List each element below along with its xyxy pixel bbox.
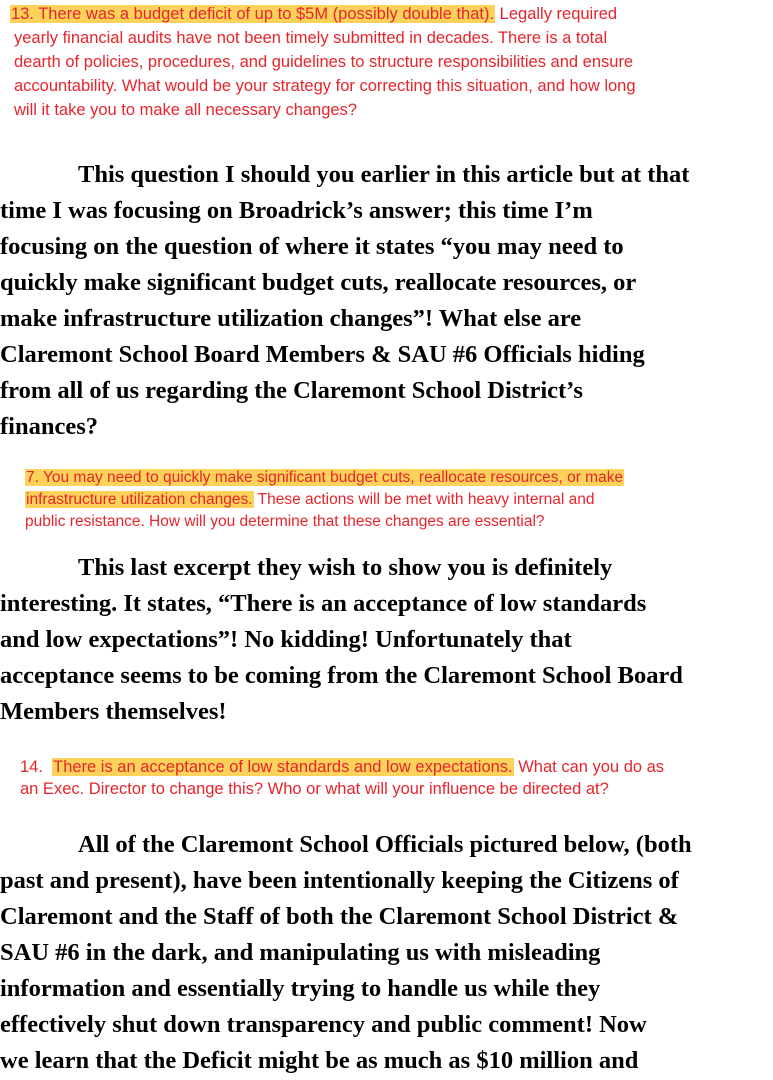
paragraph-line: from all of us regarding the Claremont School District’s xyxy=(0,377,583,404)
excerpt-text: Legally required xyxy=(495,5,618,23)
excerpt-text: public resistance. How will you determine that these changes are essential? xyxy=(25,513,545,530)
excerpt-line xyxy=(20,778,609,800)
excerpt-text: will it take you to make all necessary changes? xyxy=(14,101,358,119)
paragraph-line: and low expectations”! No kidding! Unfortunately that xyxy=(0,626,572,653)
excerpt-line xyxy=(14,51,633,73)
excerpt-text: accountability. What would be your strategy for correcting this situation, and how long xyxy=(14,77,636,95)
excerpt-highlight: 7. You may need to quickly make significant budget cuts, reallocate resources, or make xyxy=(26,469,624,486)
excerpt-highlight: infrastructure utilization changes. xyxy=(26,491,253,508)
paragraph-line: SAU #6 in the dark, and manipulating us with misleading xyxy=(0,939,601,966)
excerpt-text: yearly financial audits have not been timely submitted in decades. There is a total xyxy=(14,29,608,47)
paragraph-line: acceptance seems to be coming from the Claremont School Board xyxy=(0,662,683,689)
excerpt-text: dearth of policies, procedures, and guidelines to structure responsibilities and ensure xyxy=(14,53,634,71)
excerpt-text: These actions will be met with heavy internal and xyxy=(253,491,595,508)
excerpt-highlight: 13. There was a budget deficit of up to $5M (possibly double that). xyxy=(11,5,495,23)
paragraph-line: Claremont School Board Members & SAU #6 Officials hiding xyxy=(0,341,645,368)
excerpt-line xyxy=(25,467,624,489)
excerpt-line xyxy=(20,756,664,778)
excerpt-line xyxy=(10,3,617,25)
paragraph-line: focusing on the question of where it states “you may need to xyxy=(0,233,624,260)
excerpt-line xyxy=(14,99,357,121)
paragraph-line: All of the Claremont School Officials pictured below, (both xyxy=(78,831,692,858)
excerpt-line xyxy=(14,27,607,49)
paragraph-line: time I was focusing on Broadrick’s answer; this time I’m xyxy=(0,197,593,224)
excerpt-line xyxy=(25,511,545,533)
excerpt-line xyxy=(25,489,595,511)
paragraph-line: finances? xyxy=(0,413,98,440)
paragraph-line: This last excerpt they wish to show you is definitely xyxy=(78,554,613,581)
paragraph-line: quickly make significant budget cuts, reallocate resources, or xyxy=(0,269,637,296)
paragraph-line: interesting. It states, “There is an acceptance of low standards xyxy=(0,590,647,617)
paragraph-line: information and essentially trying to handle us while they xyxy=(0,975,601,1002)
paragraph-line: past and present), have been intentionally keeping the Citizens of xyxy=(0,867,679,894)
paragraph-line: we learn that the Deficit might be as much as $10 million and xyxy=(0,1047,639,1074)
excerpt-line xyxy=(14,75,636,97)
excerpt-text: an Exec. Director to change this? Who or what will your influence be directed at? xyxy=(20,780,609,798)
paragraph-line: make infrastructure utilization changes”! What else are xyxy=(0,305,582,332)
paragraph-line: Claremont and the Staff of both the Claremont School District & xyxy=(0,903,679,930)
paragraph-line: Members themselves! xyxy=(0,698,227,725)
excerpt-number: 14. xyxy=(20,758,53,776)
paragraph-line: effectively shut down transparency and public comment! Now xyxy=(0,1011,647,1038)
paragraph-line: This question I should you earlier in this article but at that xyxy=(78,161,690,188)
excerpt-highlight: There is an acceptance of low standards and low expectations. xyxy=(53,758,513,776)
excerpt-text: What can you do as xyxy=(513,758,665,776)
